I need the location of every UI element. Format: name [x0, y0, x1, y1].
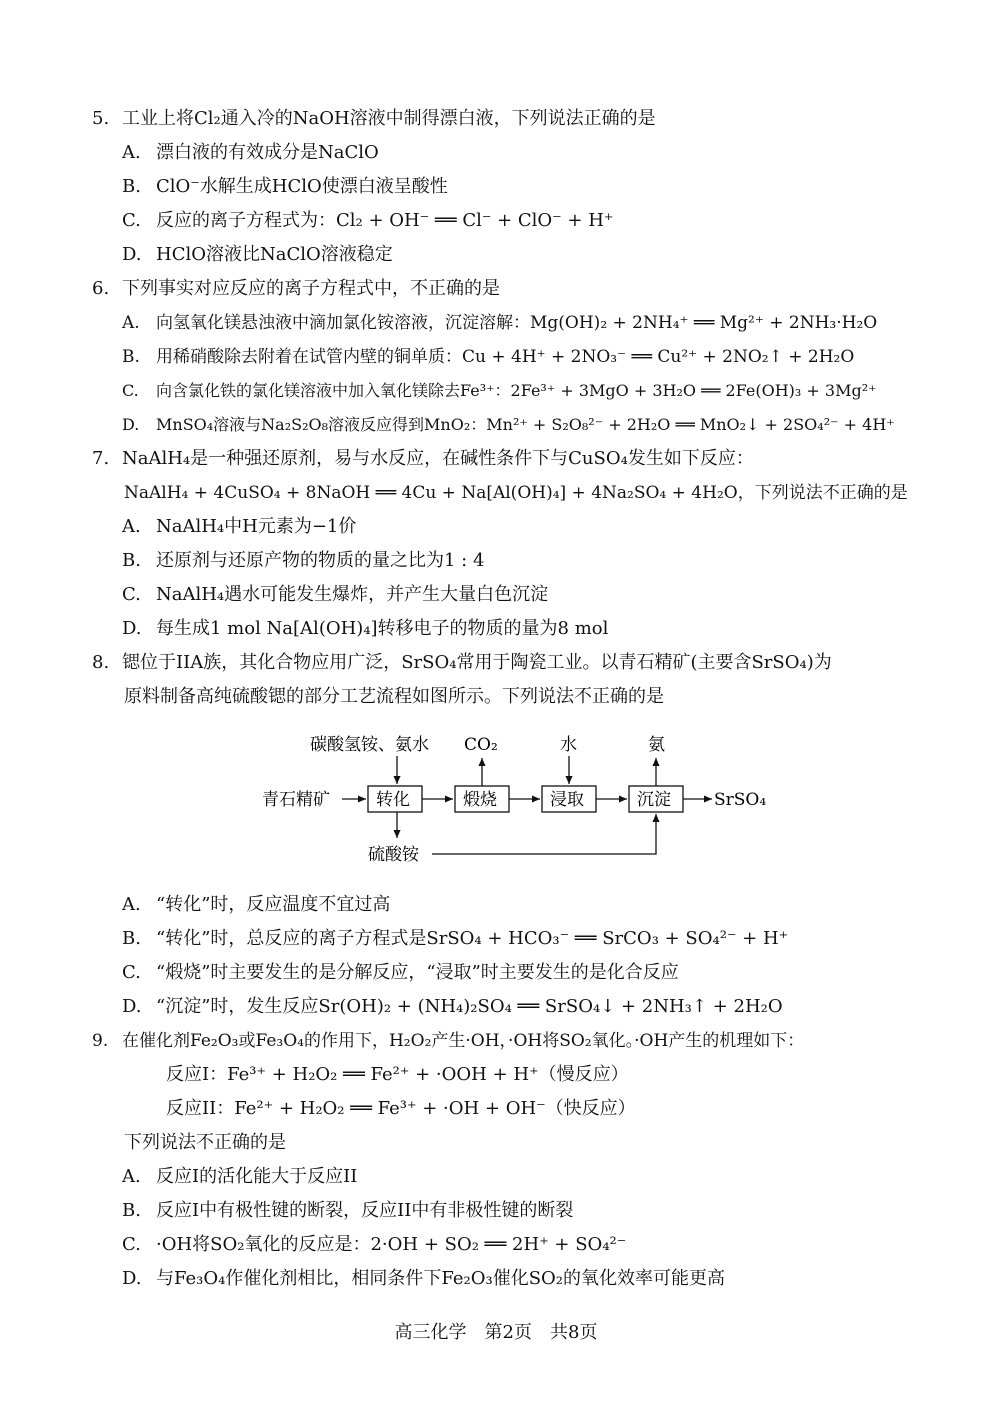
q7-option-b [122, 550, 484, 572]
q9-option-a [122, 1166, 357, 1188]
option-label: A. [122, 142, 141, 163]
option-label: A. [122, 894, 141, 915]
q6-option-d [122, 414, 895, 436]
option-text: “沉淀”时，发生反应Sr(OH)₂ + (NH₄)₂SO₄ ══ SrSO₄↓ + 2NH₃↑ + 2H₂O [156, 996, 783, 1017]
flow-label-reagents: 碳酸氢铵、氨水 [310, 735, 429, 755]
question-number: 8. [92, 652, 110, 673]
option-text: “转化”时，反应温度不宜过高 [156, 894, 391, 915]
q8-option-d [122, 996, 783, 1018]
option-text: 反应I的活化能大于反应II [156, 1166, 358, 1187]
option-label: D. [122, 996, 142, 1017]
question-7-stem [92, 448, 754, 470]
question-8-stem-cont: 原料制备高纯硫酸锶的部分工艺流程如图所示。下列说法不正确的是 [124, 686, 664, 707]
option-label: B. [122, 347, 140, 367]
option-label: A. [122, 516, 141, 537]
q8-option-b [122, 928, 788, 950]
q9-option-d [122, 1268, 725, 1290]
question-5-stem [92, 108, 656, 130]
q7-option-d [122, 618, 608, 640]
question-text: 下列事实对应反应的离子方程式中，不正确的是 [122, 278, 500, 299]
flow-label-ammonia: 氨 [648, 735, 665, 755]
flow-label-co2: CO₂ [464, 735, 498, 755]
question-number: 5. [92, 108, 110, 129]
question-number: 6. [92, 278, 110, 299]
q9-option-b [122, 1200, 573, 1222]
option-text: 还原剂与还原产物的物质的量之比为1 : 4 [156, 550, 485, 571]
q9-reaction-1: 反应I：Fe³⁺ + H₂O₂ ══ Fe²⁺ + ·OOH + H⁺（慢反应） [166, 1064, 629, 1085]
question-6-stem [92, 278, 500, 300]
question-8-stem [92, 652, 832, 674]
q5-option-d [122, 244, 393, 266]
option-label: D. [122, 618, 142, 639]
flow-output-srso4: SrSO₄ [714, 790, 767, 810]
question-number: 9. [92, 1031, 109, 1051]
q5-option-b [122, 176, 448, 198]
question-text: 锶位于IIA族，其化合物应用广泛，SrSO₄常用于陶瓷工业。以青石精矿(主要含SrSO₄)为 [122, 652, 832, 673]
option-text: 每生成1 mol Na[Al(OH)₄]转移电子的物质的量为8 mol [156, 618, 609, 639]
question-text: 在催化剂Fe₂O₃或Fe₃O₄的作用下，H₂O₂产生·OH，·OH将SO₂氧化。·OH产生的机理如下： [122, 1031, 805, 1051]
question-number: 7. [92, 448, 110, 469]
q7-option-a [122, 516, 356, 538]
option-label: C. [122, 210, 141, 231]
option-label: B. [122, 1200, 141, 1221]
q9-option-c [122, 1234, 626, 1256]
option-text: “煅烧”时主要发生的是分解反应，“浸取”时主要发生的是化合反应 [156, 962, 679, 983]
q8-option-a [122, 894, 390, 916]
q8-option-c [122, 962, 679, 984]
option-text: 反应的离子方程式为：Cl₂ + OH⁻ ══ Cl⁻ + ClO⁻ + H⁺ [156, 210, 614, 231]
question-9-stem [92, 1030, 804, 1052]
option-text: HClO溶液比NaClO溶液稳定 [156, 244, 393, 265]
q9-reaction-2: 反应II：Fe²⁺ + H₂O₂ ══ Fe³⁺ + ·OH + OH⁻（快反应） [166, 1098, 636, 1119]
option-label: A. [122, 313, 140, 333]
option-text: 漂白液的有效成分是NaClO [156, 142, 379, 163]
flow-step-calcination: 煅烧 [463, 790, 497, 810]
q7-option-c [122, 584, 548, 606]
question-7-equation: NaAlH₄ + 4CuSO₄ + 8NaOH ══ 4Cu + Na[Al(OH)₄] + 4Na₂SO₄ + 4H₂O，下列说法不正确的是 [124, 483, 908, 503]
option-text: MnSO₄溶液与Na₂S₂O₈溶液反应得到MnO₂：Mn²⁺ + S₂O₈²⁻ + 2H₂O ══ MnO₂↓ + 2SO₄²⁻ + 4H⁺ [156, 415, 895, 434]
option-text: 用稀硝酸除去附着在试管内壁的铜单质：Cu + 4H⁺ + 2NO₃⁻ ══ Cu²⁺ + 2NO₂↑ + 2H₂O [156, 347, 855, 367]
flow-step-leaching: 浸取 [550, 790, 584, 810]
option-label: C. [122, 584, 141, 605]
q5-option-c [122, 210, 613, 232]
option-text: 向含氯化铁的氯化镁溶液中加入氧化镁除去Fe³⁺：2Fe³⁺ + 3MgO + 3H₂O ══ 2Fe(OH)₃ + 3Mg²⁺ [156, 381, 877, 400]
q6-option-b [122, 346, 854, 368]
option-label: C. [122, 1234, 141, 1255]
option-label: D. [122, 1268, 142, 1289]
option-label: C. [122, 962, 141, 983]
q6-option-a [122, 312, 877, 334]
process-flow-diagram [250, 728, 790, 868]
option-text: 反应I中有极性键的断裂，反应II中有非极性键的断裂 [156, 1200, 574, 1221]
option-text: ·OH将SO₂氧化的反应是：2·OH + SO₂ ══ 2H⁺ + SO₄²⁻ [156, 1234, 627, 1255]
option-text: 与Fe₃O₄作催化剂相比，相同条件下Fe₂O₃催化SO₂的氧化效率可能更高 [156, 1268, 725, 1289]
question-text: NaAlH₄是一种强还原剂，易与水反应，在碱性条件下与CuSO₄发生如下反应： [122, 448, 754, 469]
flow-input-ore: 青石精矿 [262, 790, 330, 810]
option-label: D. [122, 244, 142, 265]
option-label: B. [122, 928, 141, 949]
option-text: ClO⁻水解生成HClO使漂白液呈酸性 [156, 176, 448, 197]
option-text: NaAlH₄遇水可能发生爆炸，并产生大量白色沉淀 [156, 584, 549, 605]
option-label: D. [122, 415, 140, 434]
option-label: B. [122, 550, 141, 571]
q5-option-a [122, 142, 379, 164]
option-text: NaAlH₄中H元素为−1价 [156, 516, 357, 537]
flow-recycle-arrow [432, 814, 656, 854]
option-text: “转化”时，总反应的离子方程式是SrSO₄ + HCO₃⁻ ══ SrCO₃ + SO₄²⁻ + H⁺ [156, 928, 789, 949]
q9-prompt: 下列说法不正确的是 [124, 1132, 286, 1153]
flow-byproduct: 硫酸铵 [368, 845, 419, 865]
question-text: 工业上将Cl₂通入冷的NaOH溶液中制得漂白液，下列说法正确的是 [122, 108, 656, 129]
flow-step-precipitation: 沉淀 [637, 790, 671, 810]
page-footer: 高三化学 第2页 共8页 [394, 1322, 598, 1343]
option-label: A. [122, 1166, 141, 1187]
flow-step-conversion: 转化 [376, 790, 410, 810]
q6-option-c [122, 380, 877, 402]
option-text: 向氢氧化镁悬浊液中滴加氯化铵溶液，沉淀溶解：Mg(OH)₂ + 2NH₄⁺ ══ Mg²⁺ + 2NH₃·H₂O [156, 313, 878, 333]
option-label: B. [122, 176, 141, 197]
flow-label-water: 水 [560, 735, 577, 755]
option-label: C. [122, 381, 139, 400]
